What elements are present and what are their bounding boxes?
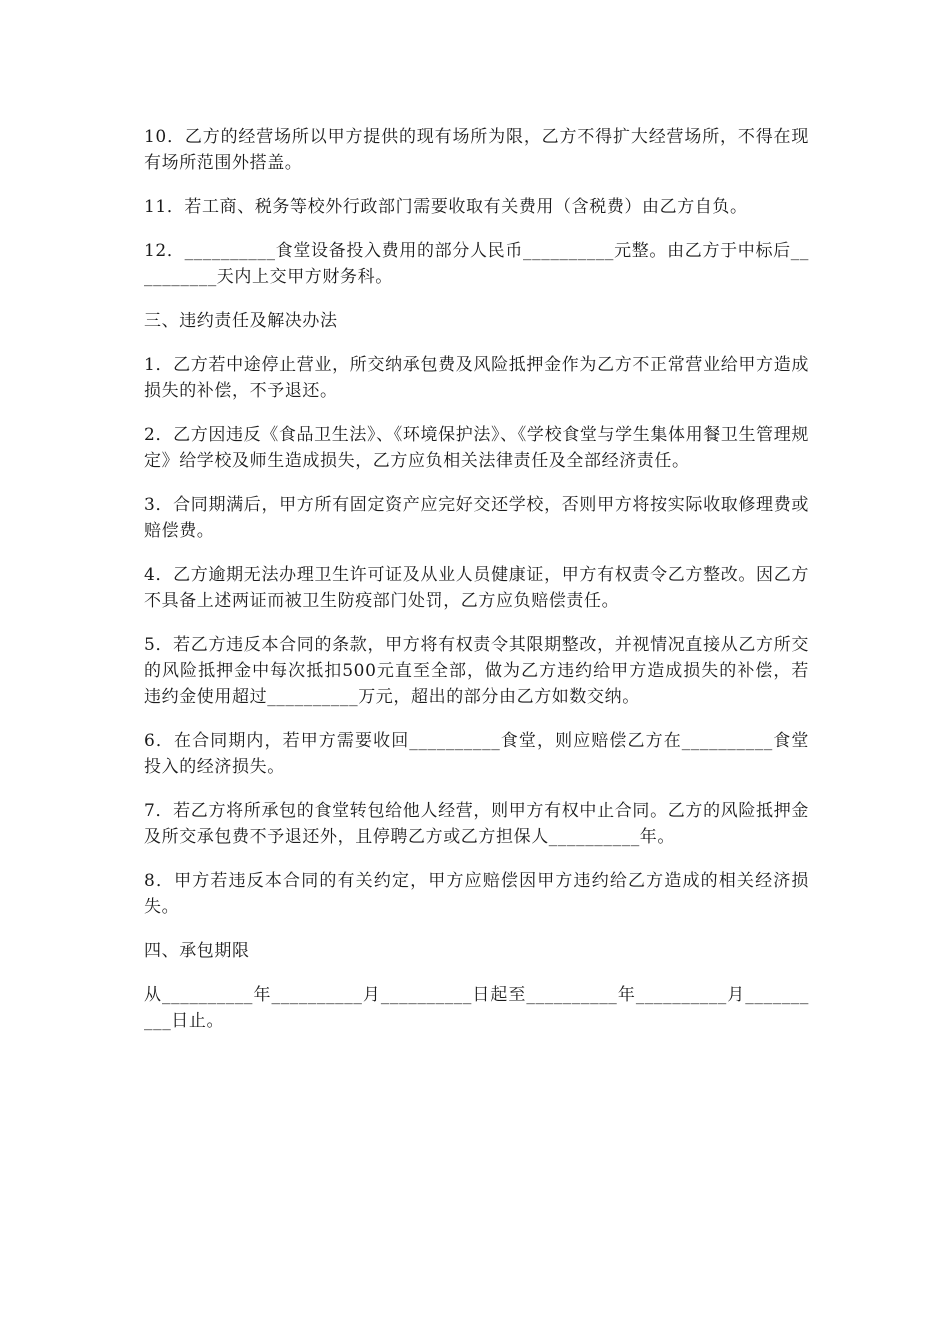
contract-term-text: 从__________年__________月__________日起至__________年__________月__________日止。 <box>144 985 809 1031</box>
contract-page <box>144 124 809 1052</box>
breach-clause-3: 3．合同期满后，甲方所有固定资产应完好交还学校，否则甲方将按实际收取修理费或赔偿费。 <box>144 495 809 541</box>
breach-clause-8: 8．甲方若违反本合同的有关约定，甲方应赔偿因甲方违约给乙方造成的相关经济损失。 <box>144 871 809 917</box>
clause-11: 11．若工商、税务等校外行政部门需要收取有关费用（含税费）由乙方自负。 <box>144 197 748 217</box>
section-4-heading: 四、承包期限 <box>144 941 250 961</box>
breach-clause-4: 4．乙方逾期无法办理卫生许可证及从业人员健康证，甲方有权责令乙方整改。因乙方不具备上述两证而被卫生防疫部门处罚，乙方应负赔偿责任。 <box>144 565 809 611</box>
clause-12: 12．__________食堂设备投入费用的部分人民币__________元整。由乙方于中标后__________天内上交甲方财务科。 <box>144 241 809 287</box>
breach-clause-5: 5．若乙方违反本合同的条款，甲方将有权责令其限期整改，并视情况直接从乙方所交的风险抵押金中每次抵扣500元直至全部，做为乙方违约给甲方造成损失的补偿，若违约金使用超过__________万元，超出的部分由乙方如数交纳。 <box>144 635 809 707</box>
breach-clause-6: 6．在合同期内，若甲方需要收回__________食堂，则应赔偿乙方在__________食堂投入的经济损失。 <box>144 731 809 777</box>
section-3-heading: 三、违约责任及解决办法 <box>144 311 338 331</box>
breach-clause-1: 1．乙方若中途停止营业，所交纳承包费及风险抵押金作为乙方不正常营业给甲方造成损失的补偿，不予退还。 <box>144 355 809 401</box>
breach-clause-2: 2．乙方因违反《食品卫生法》、《环境保护法》、《学校食堂与学生集体用餐卫生管理规定》给学校及师生造成损失，乙方应负相关法律责任及全部经济责任。 <box>144 425 809 471</box>
clause-10: 10．乙方的经营场所以甲方提供的现有场所为限，乙方不得扩大经营场所，不得在现有场所范围外搭盖。 <box>144 127 809 173</box>
breach-clause-7: 7．若乙方将所承包的食堂转包给他人经营，则甲方有权中止合同。乙方的风险抵押金及所交承包费不予退还外，且停聘乙方或乙方担保人__________年。 <box>144 801 809 847</box>
